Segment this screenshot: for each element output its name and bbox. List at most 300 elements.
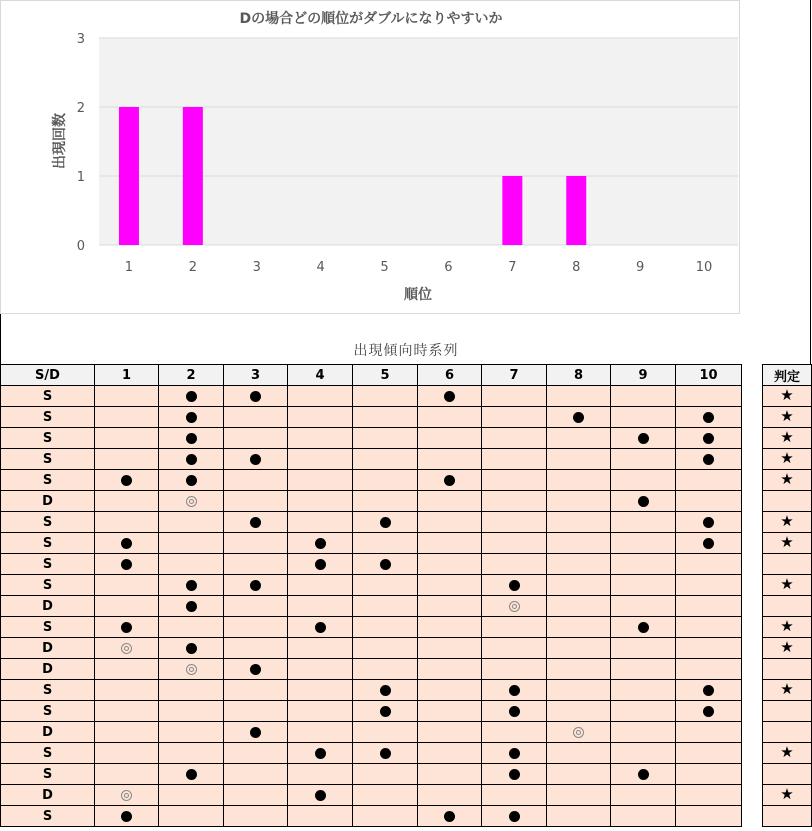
rank-cell: [288, 491, 353, 512]
rank-cell: [418, 764, 482, 785]
rank-cell: [611, 575, 676, 596]
rank-cell: [482, 659, 547, 680]
rank-cell: [676, 743, 742, 764]
filled-circle-mark: [121, 811, 132, 822]
sd-cell: S: [1, 512, 95, 533]
rank-cell: [547, 386, 611, 407]
rank-cell: [611, 617, 676, 638]
star-mark: ★: [780, 386, 794, 404]
filled-circle-mark: [250, 517, 261, 528]
rank-cell: [353, 638, 418, 659]
rank-cell: [95, 596, 159, 617]
rank-cell: [547, 701, 611, 722]
rank-cell: [547, 764, 611, 785]
rank-cell: [95, 743, 159, 764]
rank-cell: [418, 701, 482, 722]
bar: [502, 176, 522, 245]
filled-circle-mark: [509, 706, 520, 717]
rank-cell: [547, 449, 611, 470]
rank-cell: [611, 407, 676, 428]
filled-circle-mark: [121, 475, 132, 486]
rank-cell: [611, 680, 676, 701]
rank-cell: [611, 806, 676, 827]
table-row: [1, 575, 742, 596]
rank-cell: [676, 785, 742, 806]
rank-cell: [95, 449, 159, 470]
rank-cell: [224, 659, 288, 680]
filled-circle-mark: [315, 790, 326, 801]
filled-circle-mark: [638, 622, 649, 633]
rank-cell: [482, 407, 547, 428]
judge-cell: [763, 575, 812, 596]
rank-cell: [288, 533, 353, 554]
sd-cell: S: [1, 680, 95, 701]
rank-cell: [418, 491, 482, 512]
judge-row: [763, 386, 812, 407]
filled-circle-mark: [121, 559, 132, 570]
rank-cell: [547, 785, 611, 806]
filled-circle-mark: [250, 454, 261, 465]
rank-cell: [95, 806, 159, 827]
star-mark: ★: [780, 743, 794, 761]
rank-cell: [547, 638, 611, 659]
rank-cell: [353, 617, 418, 638]
filled-circle-mark: [250, 580, 261, 591]
rank-cell: [547, 533, 611, 554]
judge-row: [763, 428, 812, 449]
judge-row: [763, 533, 812, 554]
table-row: [1, 449, 742, 470]
judge-cell: [763, 554, 812, 575]
rank-cell: [159, 722, 224, 743]
rank-cell: [353, 659, 418, 680]
rank-cell: [224, 470, 288, 491]
rank-cell: [288, 764, 353, 785]
filled-circle-mark: [121, 538, 132, 549]
double-circle-mark: [509, 601, 520, 612]
judge-cell: [763, 701, 812, 722]
filled-circle-mark: [380, 517, 391, 528]
table-row: [1, 617, 742, 638]
occurrence-table: [0, 364, 742, 827]
chart-title: Dの場合どの順位がダブルになりやすいか: [239, 11, 503, 27]
star-mark: ★: [780, 470, 794, 488]
rank-cell: [95, 722, 159, 743]
judge-cell: [763, 785, 812, 806]
rank-cell: [353, 806, 418, 827]
rank-cell: [676, 533, 742, 554]
rank-cell: [611, 449, 676, 470]
rank-cell: [482, 764, 547, 785]
judge-row: [763, 764, 812, 785]
table-row: [1, 533, 742, 554]
rank-cell: [482, 596, 547, 617]
rank-cell: [353, 701, 418, 722]
judge-row: [763, 449, 812, 470]
rank-cell: [159, 596, 224, 617]
rank-cell: [95, 491, 159, 512]
rank-cell: [611, 596, 676, 617]
sd-cell: S: [1, 764, 95, 785]
rank-cell: [547, 617, 611, 638]
rank-cell: [288, 722, 353, 743]
rank-cell: [418, 680, 482, 701]
rank-cell: [676, 722, 742, 743]
rank-cell: [547, 680, 611, 701]
filled-circle-mark: [186, 391, 197, 402]
judge-row: [763, 659, 812, 680]
sd-cell: D: [1, 722, 95, 743]
rank-cell: [611, 470, 676, 491]
y-tick-label: 3: [76, 32, 85, 47]
filled-circle-mark: [186, 643, 197, 654]
header-rank: 8: [547, 365, 611, 386]
rank-cell: [418, 407, 482, 428]
rank-cell: [676, 428, 742, 449]
rank-cell: [159, 743, 224, 764]
rank-cell: [224, 491, 288, 512]
sd-cell: S: [1, 533, 95, 554]
rank-cell: [418, 638, 482, 659]
filled-circle-mark: [315, 559, 326, 570]
rank-cell: [676, 491, 742, 512]
judge-row: [763, 806, 812, 827]
x-tick-label: 2: [188, 260, 197, 275]
judge-cell: [763, 491, 812, 512]
rank-cell: [547, 575, 611, 596]
table-row: [1, 512, 742, 533]
rank-cell: [224, 764, 288, 785]
rank-cell: [353, 512, 418, 533]
rank-cell: [288, 596, 353, 617]
rank-cell: [418, 806, 482, 827]
sd-cell: D: [1, 659, 95, 680]
filled-circle-mark: [573, 412, 584, 423]
rank-cell: [418, 386, 482, 407]
filled-circle-mark: [509, 748, 520, 759]
rank-cell: [95, 575, 159, 596]
rank-cell: [418, 512, 482, 533]
bar: [183, 107, 203, 245]
rank-cell: [547, 596, 611, 617]
sd-cell: D: [1, 785, 95, 806]
rank-cell: [224, 428, 288, 449]
table-row: [1, 659, 742, 680]
rank-cell: [353, 764, 418, 785]
rank-cell: [288, 617, 353, 638]
rank-cell: [418, 449, 482, 470]
filled-circle-mark: [509, 580, 520, 591]
sd-cell: S: [1, 617, 95, 638]
header-rank: 10: [676, 365, 742, 386]
rank-cell: [482, 638, 547, 659]
judge-row: [763, 554, 812, 575]
rank-cell: [95, 680, 159, 701]
rank-cell: [418, 428, 482, 449]
rank-cell: [676, 659, 742, 680]
double-circle-mark: [573, 727, 584, 738]
rank-cell: [676, 449, 742, 470]
filled-circle-mark: [703, 706, 714, 717]
header-rank: 2: [159, 365, 224, 386]
rank-cell: [353, 386, 418, 407]
rank-cell: [676, 638, 742, 659]
filled-circle-mark: [703, 454, 714, 465]
judge-row: [763, 785, 812, 806]
filled-circle-mark: [186, 475, 197, 486]
rank-cell: [676, 470, 742, 491]
rank-cell: [95, 512, 159, 533]
table-row: [1, 596, 742, 617]
filled-circle-mark: [444, 811, 455, 822]
rank-cell: [676, 512, 742, 533]
rank-cell: [611, 386, 676, 407]
filled-circle-mark: [121, 622, 132, 633]
rank-cell: [95, 764, 159, 785]
filled-circle-mark: [250, 727, 261, 738]
sd-cell: D: [1, 491, 95, 512]
rank-cell: [353, 554, 418, 575]
judge-cell: [763, 659, 812, 680]
rank-cell: [547, 428, 611, 449]
filled-circle-mark: [703, 685, 714, 696]
filled-circle-mark: [186, 454, 197, 465]
judge-cell: [763, 470, 812, 491]
rank-cell: [676, 407, 742, 428]
rank-cell: [95, 785, 159, 806]
double-circle-mark: [121, 643, 132, 654]
judge-row: [763, 701, 812, 722]
rank-cell: [288, 575, 353, 596]
rank-cell: [159, 680, 224, 701]
rank-cell: [353, 785, 418, 806]
filled-circle-mark: [315, 538, 326, 549]
sd-cell: S: [1, 407, 95, 428]
rank-cell: [611, 743, 676, 764]
bar-chart: [1, 1, 741, 315]
judge-cell: [763, 617, 812, 638]
rank-cell: [159, 449, 224, 470]
sd-cell: S: [1, 575, 95, 596]
rank-cell: [611, 785, 676, 806]
rank-cell: [482, 743, 547, 764]
star-mark: ★: [780, 428, 794, 446]
rank-cell: [95, 701, 159, 722]
rank-cell: [482, 554, 547, 575]
sd-cell: S: [1, 554, 95, 575]
x-axis-label: 順位: [404, 287, 432, 303]
y-tick-label: 1: [76, 170, 85, 185]
double-circle-mark: [121, 790, 132, 801]
table-title: 出現傾向時系列: [353, 343, 459, 359]
rank-cell: [482, 680, 547, 701]
double-circle-mark: [186, 496, 197, 507]
rank-cell: [288, 659, 353, 680]
rank-cell: [224, 386, 288, 407]
table-row: [1, 743, 742, 764]
x-tick-label: 3: [252, 260, 261, 275]
rank-cell: [418, 470, 482, 491]
filled-circle-mark: [380, 685, 391, 696]
rank-cell: [353, 491, 418, 512]
filled-circle-mark: [315, 748, 326, 759]
filled-circle-mark: [444, 475, 455, 486]
table-row: [1, 407, 742, 428]
rank-cell: [288, 449, 353, 470]
rank-cell: [676, 617, 742, 638]
rank-cell: [547, 806, 611, 827]
rank-cell: [676, 596, 742, 617]
rank-cell: [482, 575, 547, 596]
table-row: [1, 470, 742, 491]
x-tick-label: 9: [636, 260, 645, 275]
judge-cell: [763, 680, 812, 701]
star-mark: ★: [780, 533, 794, 551]
judge-table: [762, 364, 812, 827]
rank-cell: [353, 596, 418, 617]
judge-row: [763, 512, 812, 533]
rank-cell: [611, 722, 676, 743]
rank-cell: [547, 470, 611, 491]
rank-cell: [95, 659, 159, 680]
filled-circle-mark: [380, 706, 391, 717]
rank-cell: [482, 701, 547, 722]
rank-cell: [418, 659, 482, 680]
rank-cell: [288, 638, 353, 659]
judge-cell: [763, 407, 812, 428]
rank-cell: [547, 743, 611, 764]
rank-cell: [611, 491, 676, 512]
filled-circle-mark: [509, 811, 520, 822]
sd-cell: S: [1, 701, 95, 722]
table-row: [1, 680, 742, 701]
judge-row: [763, 470, 812, 491]
rank-cell: [159, 407, 224, 428]
rank-cell: [353, 743, 418, 764]
star-mark: ★: [780, 785, 794, 803]
filled-circle-mark: [509, 769, 520, 780]
judge-row: [763, 617, 812, 638]
star-mark: ★: [780, 680, 794, 698]
header-rank: 7: [482, 365, 547, 386]
rank-cell: [611, 764, 676, 785]
filled-circle-mark: [703, 433, 714, 444]
rank-cell: [676, 806, 742, 827]
table-header-row: [1, 365, 742, 386]
rank-cell: [224, 512, 288, 533]
filled-circle-mark: [250, 391, 261, 402]
rank-cell: [418, 596, 482, 617]
filled-circle-mark: [638, 496, 649, 507]
filled-circle-mark: [186, 601, 197, 612]
rank-cell: [547, 722, 611, 743]
rank-cell: [482, 533, 547, 554]
filled-circle-mark: [315, 622, 326, 633]
rank-cell: [418, 722, 482, 743]
rank-cell: [159, 428, 224, 449]
sd-cell: D: [1, 638, 95, 659]
x-tick-label: 8: [572, 260, 581, 275]
judge-cell: [763, 386, 812, 407]
rank-cell: [159, 386, 224, 407]
rank-cell: [224, 407, 288, 428]
rank-cell: [159, 575, 224, 596]
judge-cell: [763, 806, 812, 827]
rank-cell: [288, 428, 353, 449]
rank-cell: [224, 722, 288, 743]
filled-circle-mark: [703, 517, 714, 528]
filled-circle-mark: [638, 769, 649, 780]
rank-cell: [353, 680, 418, 701]
rank-cell: [353, 575, 418, 596]
judge-row: [763, 575, 812, 596]
rank-cell: [482, 449, 547, 470]
rank-cell: [224, 554, 288, 575]
rank-cell: [353, 533, 418, 554]
rank-cell: [482, 428, 547, 449]
rank-cell: [224, 638, 288, 659]
divider-line: [810, 0, 811, 364]
judge-cell: [763, 449, 812, 470]
header-rank: 9: [611, 365, 676, 386]
rank-cell: [547, 554, 611, 575]
table-row: [1, 722, 742, 743]
rank-cell: [159, 491, 224, 512]
table-row: [1, 554, 742, 575]
star-mark: ★: [780, 512, 794, 530]
x-tick-label: 6: [444, 260, 453, 275]
rank-cell: [482, 806, 547, 827]
rank-cell: [418, 575, 482, 596]
rank-cell: [159, 470, 224, 491]
rank-cell: [159, 785, 224, 806]
table-row: [1, 638, 742, 659]
rank-cell: [95, 407, 159, 428]
rank-cell: [95, 428, 159, 449]
sd-cell: S: [1, 386, 95, 407]
rank-cell: [676, 554, 742, 575]
rank-cell: [288, 386, 353, 407]
sd-cell: D: [1, 596, 95, 617]
judge-cell: [763, 596, 812, 617]
filled-circle-mark: [380, 748, 391, 759]
rank-cell: [676, 575, 742, 596]
star-mark: ★: [780, 575, 794, 593]
rank-cell: [95, 470, 159, 491]
header-rank: 4: [288, 365, 353, 386]
rank-cell: [288, 743, 353, 764]
rank-cell: [547, 659, 611, 680]
rank-cell: [224, 617, 288, 638]
table-row: [1, 701, 742, 722]
header-sd: S/D: [1, 365, 95, 386]
judge-row: [763, 722, 812, 743]
rank-cell: [418, 533, 482, 554]
rank-cell: [159, 512, 224, 533]
rank-cell: [611, 428, 676, 449]
judge-row: [763, 743, 812, 764]
header-rank: 5: [353, 365, 418, 386]
star-mark: ★: [780, 617, 794, 635]
table-row: [1, 764, 742, 785]
judge-row: [763, 491, 812, 512]
judge-cell: [763, 428, 812, 449]
rank-cell: [418, 617, 482, 638]
rank-cell: [482, 512, 547, 533]
judge-row: [763, 596, 812, 617]
rank-cell: [224, 533, 288, 554]
rank-cell: [288, 806, 353, 827]
